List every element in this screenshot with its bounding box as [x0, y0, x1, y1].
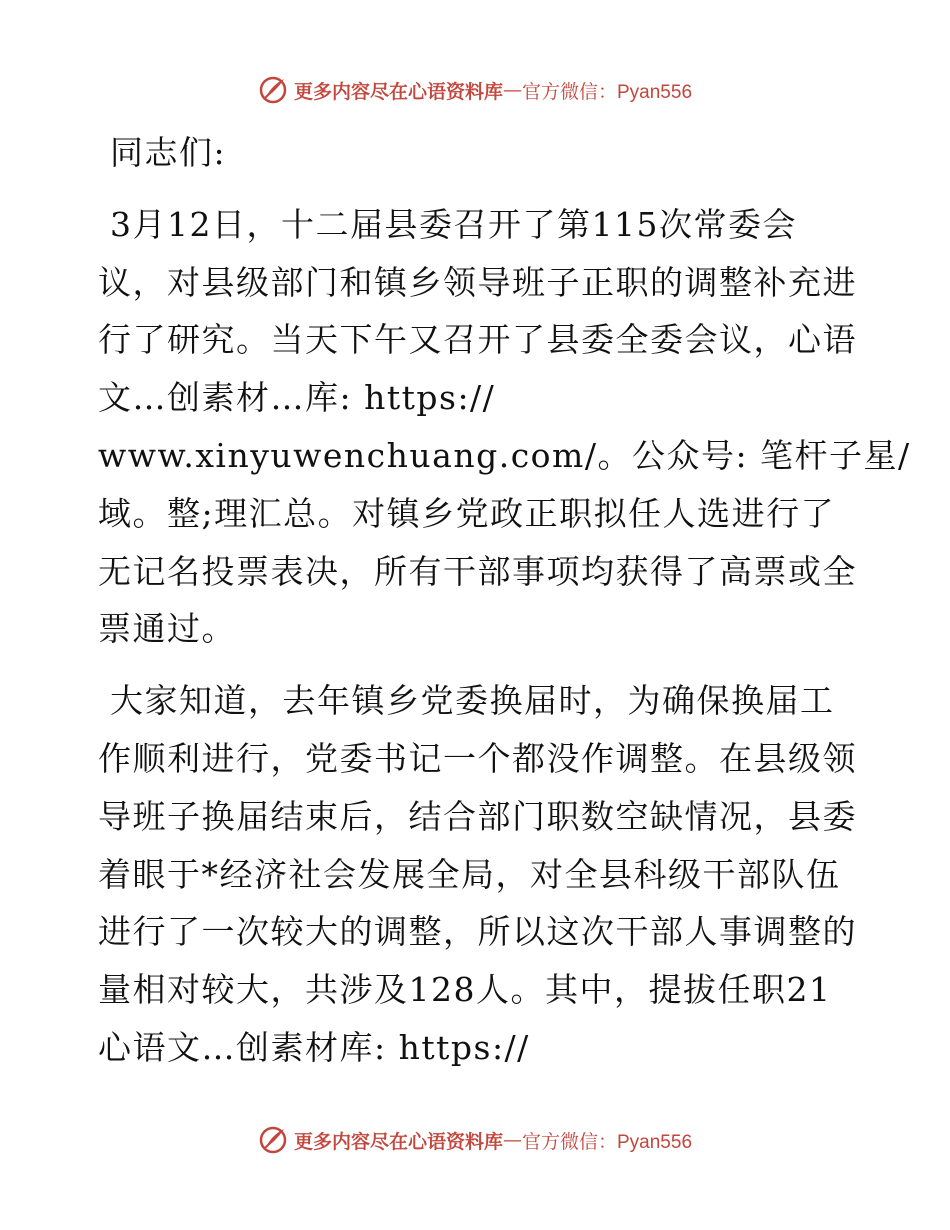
paragraph-line: 进行了一次较大的调整，所以这次干部人事调整的 — [98, 912, 857, 952]
document-body — [98, 124, 911, 1077]
paragraph-line: 作顺利进行，党委书记一个都没作调整。在县级领 — [98, 738, 857, 778]
banner-separator: — — [503, 1129, 522, 1151]
paragraph-line: 3月12日，十二届县委召开了第115次常委会 — [110, 204, 797, 244]
paragraph-line: 议，对县级部门和镇乡领导班子正职的调整补充进 — [98, 262, 857, 302]
paragraph-2 — [98, 672, 858, 1077]
paragraph-line: 着眼于*经济社会发展全局，对全县科级干部队伍 — [98, 854, 841, 894]
paragraph-line: 无记名投票表决，所有干部事项均获得了高票或全 — [98, 551, 857, 591]
paragraph-line: 心语文…创素材库: https:// — [98, 1027, 530, 1067]
paragraph-line: 量相对较大，共涉及128人。其中，提拔任职21 — [98, 970, 832, 1010]
footer-watermark-banner — [0, 1120, 950, 1160]
greeting: 同志们: — [110, 133, 227, 172]
banner-wechat: 官方微信：Pyan556 — [522, 81, 693, 103]
banner-title: 更多内容尽在心语资料库 — [293, 80, 503, 103]
feather-pen-logo-icon — [258, 1125, 288, 1155]
paragraph-line: 文…创素材…库: https:// — [98, 378, 496, 418]
paragraph-line: 票通过。 — [98, 609, 236, 649]
banner-separator: — — [503, 79, 522, 101]
paragraph-line: 域。整;理汇总。对镇乡党政正职拟任人选进行了 — [98, 493, 836, 533]
banner-wechat: 官方微信：Pyan556 — [522, 1131, 693, 1153]
paragraph-line: 导班子换届结束后，结合部门职数空缺情况，县委 — [98, 796, 857, 836]
banner-title: 更多内容尽在心语资料库 — [293, 1130, 503, 1153]
header-watermark-banner — [0, 70, 950, 110]
paragraph-line: 行了研究。当天下午又召开了县委全委会议，心语 — [98, 320, 857, 360]
paragraph-1 — [98, 196, 911, 658]
paragraph-line: 大家知道，去年镇乡党委换届时，为确保换届工 — [110, 681, 835, 721]
feather-pen-logo-icon — [258, 75, 288, 105]
paragraph-line: www.xinyuwenchuang.com/。公众号: 笔杆子星/ — [98, 435, 911, 475]
